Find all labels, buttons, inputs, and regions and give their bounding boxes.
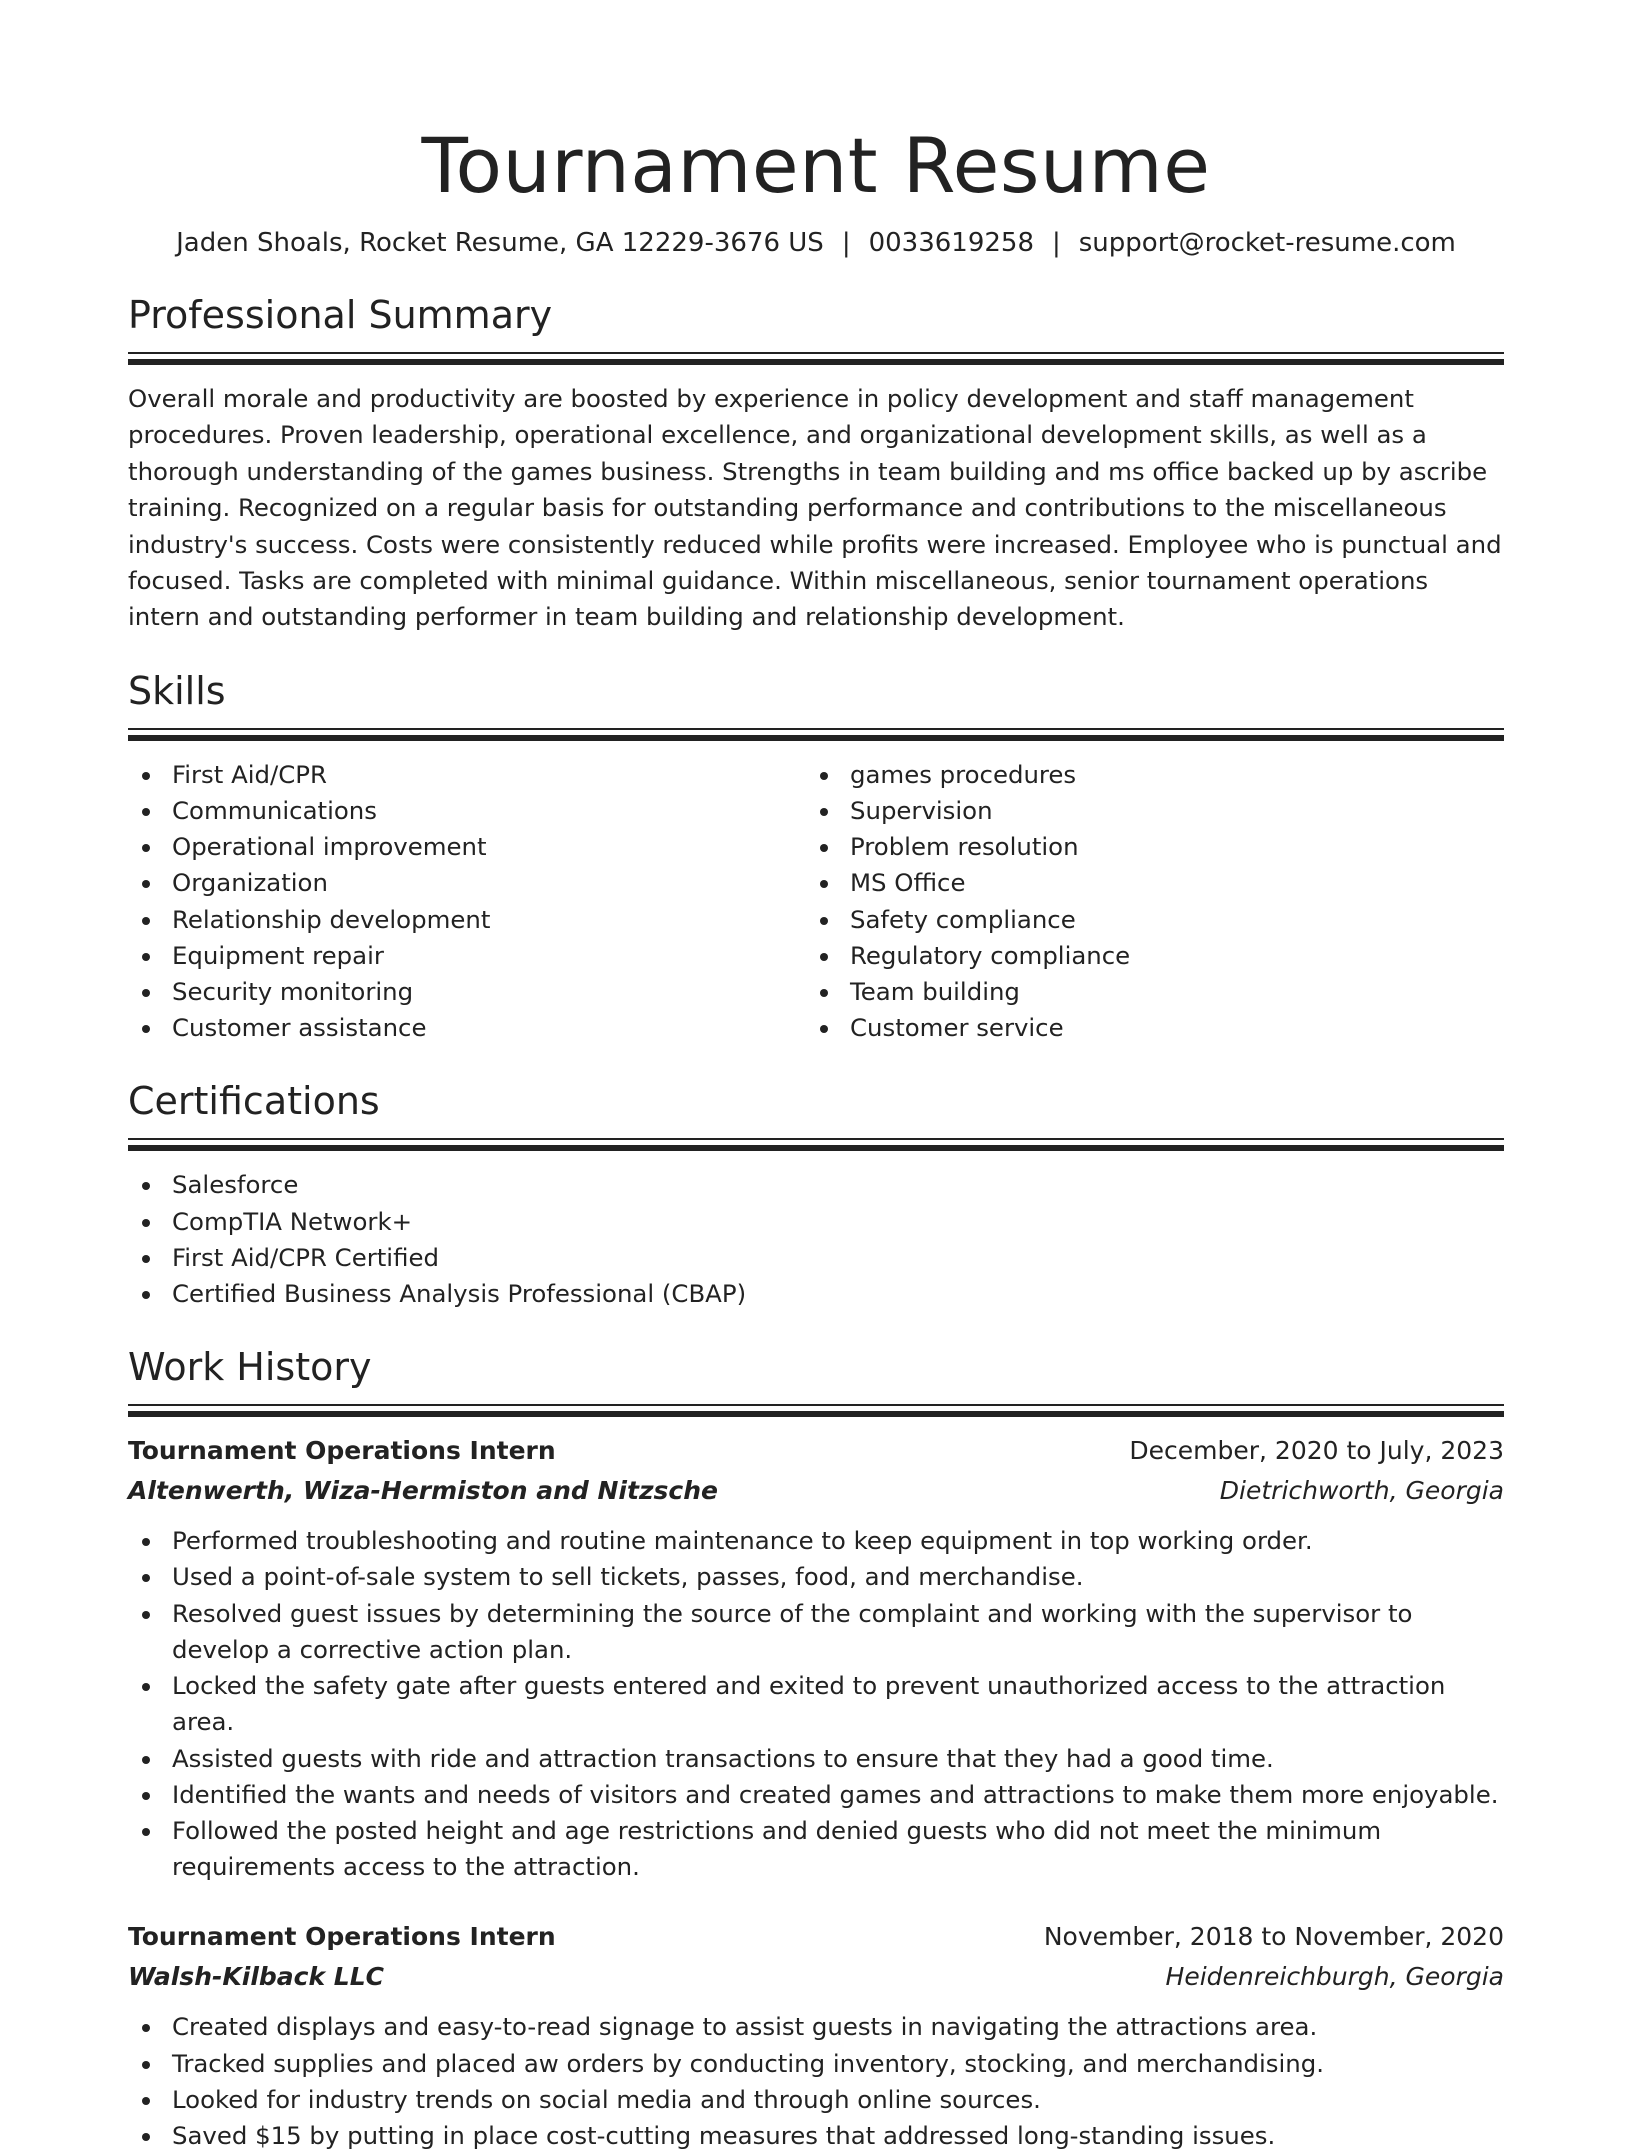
skills-list-right: [806, 757, 1484, 1047]
skills-section: [128, 668, 1504, 1047]
job-duty-item: Performed troubleshooting and routine maintenance to keep equipment in top working order.: [128, 1523, 1504, 1559]
skill-item: Security monitoring: [128, 974, 806, 1010]
section-divider-thick: [128, 359, 1504, 365]
contact-separator: |: [1052, 228, 1061, 258]
job-duties-list: [128, 1523, 1504, 1885]
job-title: Tournament Operations Intern: [128, 1436, 556, 1466]
work-history-section: [128, 1344, 1504, 2154]
section-divider-thick: [128, 1145, 1504, 1151]
skills-list-left: [128, 757, 806, 1047]
summary-section: [128, 292, 1504, 636]
job-duty-item: Identified the wants and needs of visitors and created games and attractions to make them more enjoyable.: [128, 1777, 1504, 1813]
job-duty-item: Saved $15 by putting in place cost-cutting measures that addressed long-standing issues.: [128, 2118, 1504, 2154]
job-company: Walsh-Kilback LLC: [128, 1962, 385, 1992]
contact-separator: |: [841, 228, 851, 258]
contact-phone: 0033619258: [868, 228, 1034, 258]
job-header-row: [128, 1431, 1504, 1471]
certifications-section: [128, 1078, 1504, 1312]
skill-item: Operational improvement: [128, 829, 806, 865]
resume-page: [128, 118, 1504, 2154]
job-duty-item: Looked for industry trends on social media and through online sources.: [128, 2082, 1504, 2118]
section-heading-summary: Professional Summary: [128, 293, 553, 337]
job-entry: [128, 1431, 1504, 1885]
section-heading-work-history: Work History: [128, 1345, 372, 1390]
skill-item: Regulatory compliance: [806, 938, 1484, 974]
job-employer-row: [128, 1957, 1504, 1997]
section-heading-skills: Skills: [128, 668, 226, 713]
job-dates: November, 2018 to November, 2020: [1043, 1922, 1504, 1952]
skill-item: games procedures: [806, 757, 1484, 793]
section-heading-certifications: Certifications: [128, 1079, 380, 1124]
job-duty-item: Locked the safety gate after guests entered and exited to prevent unauthorized access to the attraction area.: [128, 1668, 1504, 1740]
certification-item: First Aid/CPR Certified: [128, 1240, 1504, 1276]
skill-item: Relationship development: [128, 902, 806, 938]
job-entry: [128, 1917, 1504, 2154]
section-divider-thick: [128, 1411, 1504, 1417]
job-duty-item: Followed the posted height and age restrictions and denied guests who did not meet the minimum requirements access to the attraction.: [128, 1813, 1504, 1885]
section-divider: [128, 1404, 1504, 1406]
job-employer-row: [128, 1471, 1504, 1511]
job-duty-item: Assisted guests with ride and attraction transactions to ensure that they had a good time.: [128, 1741, 1504, 1777]
job-duties-list: [128, 2009, 1504, 2154]
contact-address: Jaden Shoals, Rocket Resume, GA 12229-3676 US: [176, 228, 824, 258]
skill-item: MS Office: [806, 865, 1484, 901]
contact-line: [128, 226, 1504, 260]
job-location: Dietrichworth, Georgia: [1219, 1476, 1504, 1506]
certification-item: Salesforce: [128, 1167, 1504, 1203]
skill-item: Problem resolution: [806, 829, 1484, 865]
certifications-list: [128, 1167, 1504, 1312]
skill-item: Team building: [806, 974, 1484, 1010]
job-header-row: [128, 1917, 1504, 1957]
skill-item: Customer assistance: [128, 1010, 806, 1046]
section-divider-thick: [128, 735, 1504, 741]
job-company: Altenwerth, Wiza-Hermiston and Nitzsche: [128, 1476, 718, 1506]
skill-item: Customer service: [806, 1010, 1484, 1046]
skill-item: Supervision: [806, 793, 1484, 829]
skill-item: First Aid/CPR: [128, 757, 806, 793]
job-duty-item: Created displays and easy-to-read signage to assist guests in navigating the attractions area.: [128, 2009, 1504, 2045]
job-duty-item: Used a point-of-sale system to sell tickets, passes, food, and merchandise.: [128, 1559, 1504, 1595]
section-divider: [128, 1138, 1504, 1140]
job-duty-item: Tracked supplies and placed aw orders by conducting inventory, stocking, and merchandising.: [128, 2046, 1504, 2082]
job-title: Tournament Operations Intern: [128, 1922, 556, 1952]
job-duty-item: Resolved guest issues by determining the source of the complaint and working with the supervisor to develop a corrective action plan.: [128, 1596, 1504, 1668]
section-divider: [128, 728, 1504, 730]
contact-email[interactable]: support@rocket-resume.com: [1078, 228, 1456, 258]
skill-item: Communications: [128, 793, 806, 829]
skills-columns: [128, 757, 1504, 1047]
skill-item: Safety compliance: [806, 902, 1484, 938]
skill-item: Organization: [128, 865, 806, 901]
job-location: Heidenreichburgh, Georgia: [1165, 1962, 1504, 1992]
skill-item: Equipment repair: [128, 938, 806, 974]
certification-item: Certified Business Analysis Professional (CBAP): [128, 1276, 1504, 1312]
summary-text: Overall morale and productivity are boosted by experience in policy development and staff management procedures. Proven leadership, operational excellence, and organizational development skills, as well as a thorough understanding of the games business. Strengths in team building and ms office backed up by ascribe training. Recognized on a regular basis for outstanding performance and contributions to the miscellaneous industry's success. Costs were consistently reduced while profits were increased. Employee who is punctual and focused. Tasks are completed with minimal guidance. Within miscellaneous, senior tournament operations intern and outstanding performer in team building and relationship development.: [128, 384, 1502, 632]
section-divider: [128, 352, 1504, 354]
resume-title: Tournament Resume: [421, 121, 1211, 210]
job-dates: December, 2020 to July, 2023: [1129, 1436, 1504, 1466]
certification-item: CompTIA Network+: [128, 1204, 1504, 1240]
